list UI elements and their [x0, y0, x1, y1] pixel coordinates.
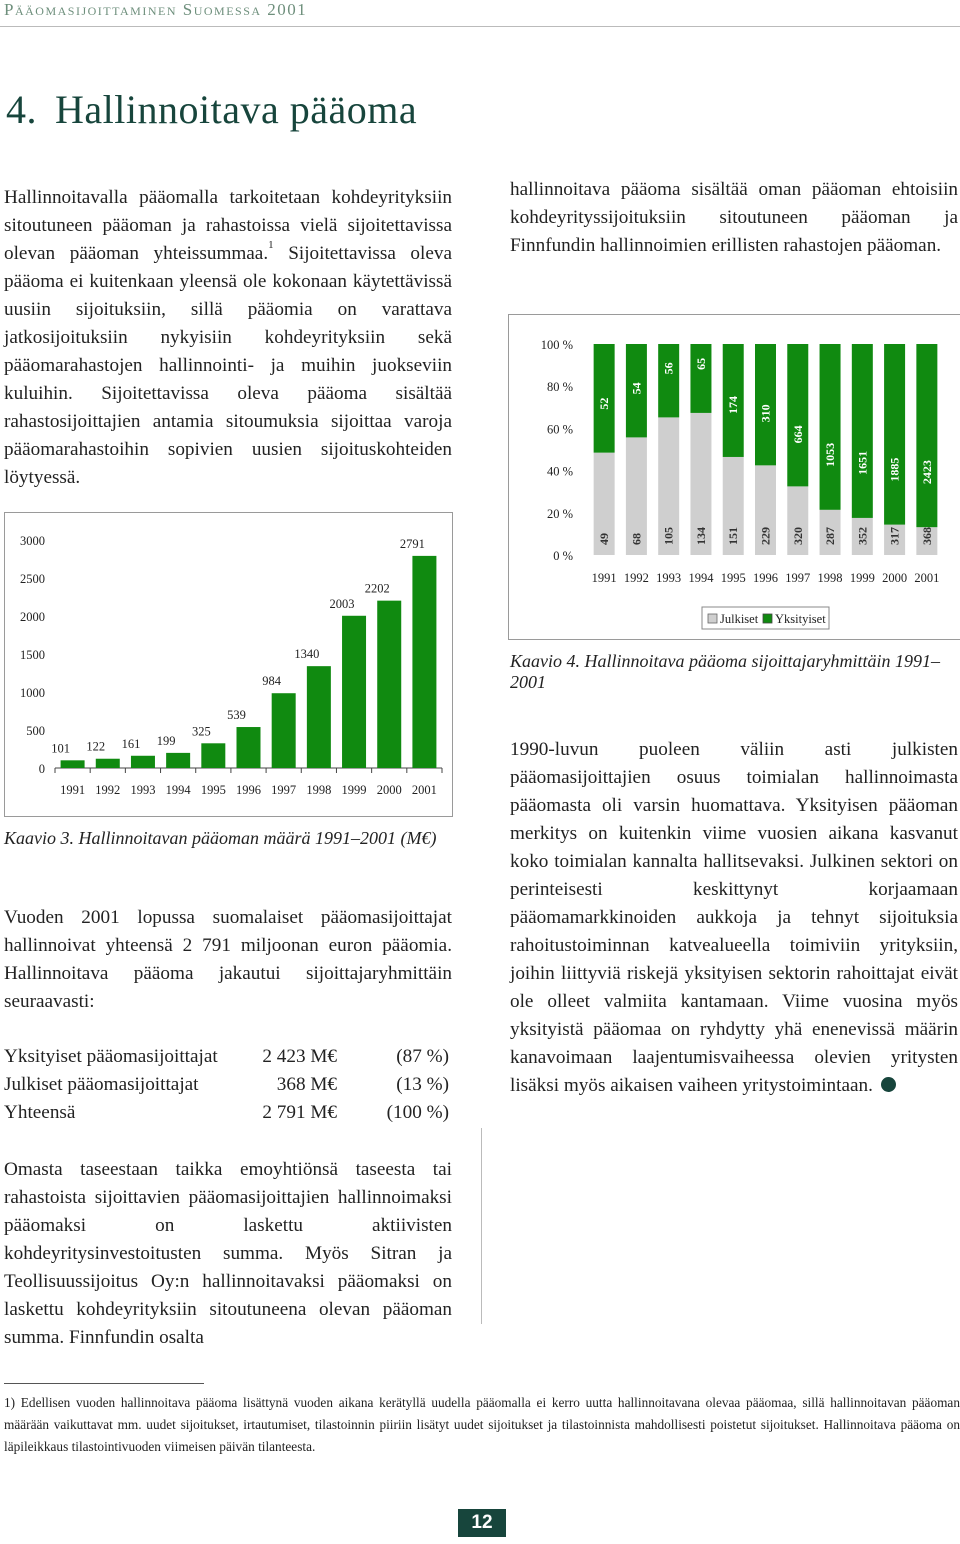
allocation-label: Yhteensä [4, 1102, 76, 1123]
y-tick-label: 20 % [546, 506, 573, 521]
data-label: 2202 [364, 581, 390, 596]
x-tick-label: 1994 [165, 783, 191, 797]
data-label-yksityiset: 1885 [887, 457, 902, 482]
para1-part-a: Hallinnoitavalla pääomalla tarkoitetaan kohdeyrityksiin sitoutuneen pääoman ja rahastoissa vielä sijoitettavissa olevan pääoman yhteissummaa. [4, 187, 452, 264]
footnote-marker: 1) [4, 1395, 16, 1410]
bar-yksityiset [820, 344, 841, 510]
bar [412, 556, 436, 768]
y-tick-label: 100 % [540, 338, 573, 352]
x-tick-label: 2001 [914, 571, 940, 585]
bar [96, 759, 120, 768]
right-paragraph-2 [510, 736, 958, 1100]
data-label-julkiset: 317 [887, 527, 902, 545]
data-label: 2003 [329, 596, 355, 611]
bar [272, 693, 296, 768]
data-label-yksityiset: 174 [726, 395, 741, 414]
y-tick-label: 0 [38, 762, 45, 776]
x-tick-label: 1998 [306, 783, 332, 797]
allocation-amount: 2 423 M€ [262, 1046, 337, 1067]
data-label-julkiset: 68 [629, 533, 644, 545]
data-label-yksityiset: 664 [790, 425, 805, 444]
left-paragraph-1 [4, 184, 452, 492]
legend-label-yksityiset: Yksityiset [775, 612, 826, 626]
data-label-yksityiset: 65 [693, 357, 708, 370]
x-tick-label: 2001 [411, 783, 437, 797]
header-rule [0, 26, 960, 27]
chapter-title-text: Hallinnoitava pääoma [55, 87, 418, 132]
left-paragraph-2 [4, 904, 452, 1016]
y-tick-label: 60 % [546, 422, 573, 437]
data-label: 199 [156, 733, 176, 748]
data-label: 539 [227, 708, 246, 723]
legend-swatch-yksityiset [763, 614, 772, 623]
legend-label-julkiset: Julkiset [720, 612, 759, 626]
data-label-julkiset: 229 [758, 527, 773, 545]
y-tick-label: 80 % [546, 380, 573, 395]
right-paragraph-1 [510, 176, 958, 260]
data-label: 2791 [399, 536, 425, 551]
data-label-yksityiset: 54 [629, 382, 644, 395]
bar-yksityiset [852, 344, 873, 518]
data-label-julkiset: 49 [597, 533, 612, 545]
x-tick-label: 1997 [271, 783, 297, 797]
column-divider [481, 1128, 482, 1324]
data-label-julkiset: 368 [919, 527, 934, 545]
allocation-share: (87 %) [396, 1046, 449, 1067]
x-tick-label: 1991 [60, 783, 86, 797]
y-tick-label: 1000 [20, 686, 45, 700]
y-tick-label: 500 [26, 724, 45, 738]
chart-4-box [508, 314, 960, 640]
allocation-amount: 368 M€ [276, 1074, 337, 1095]
allocation-row-public [4, 1071, 449, 1099]
allocation-table [4, 1043, 449, 1127]
y-tick-label: 40 % [546, 464, 573, 479]
right-para2-text: 1990-luvun puoleen väliin asti julkisten pääomasijoittajien osuus toimialan hallinnoimasta pääomasta oli varsin huomattava. Yksityisen pääoman merkitys on kuitenkin viime vuosien aikana kasvanut koko toimialan kannalta hallitsevaksi. Julkinen sektori on perinteisesti keskittynyt korjaamaan pääomamarkkinoiden aukkoja ja tehnyt sijoituksia rahoitustoiminnan katvealueella toimiviin yrityksiin, joihin liittyviä riskejä yksityisen sektorin rahoittajat eivät ole olleet valmiita kantamaan. Viime vuosina myös yksityistä pääomaa on ryhdytty yhä enenevissä määrin kanavoimaan laajentumisvaiheessa olevien yritysten lisäksi myös aikaisen vaiheen yritystoimintaan. [510, 739, 958, 1096]
right-para1-text: hallinnoitava pääoma sisältää oman pääoman ehtoisiin kohdeyrityssijoituksiin sitoutuneen pääoman ja Finnfundin hallinnoimien erillisten rahastojen pääoman. [510, 179, 958, 256]
data-label-yksityiset: 2423 [919, 460, 934, 485]
running-header: Pääomasijoittaminen Suomessa 2001 [4, 0, 308, 19]
footnote [4, 1392, 960, 1458]
para1-part-b: Sijoitettavissa oleva pääoma ei kuitenkaan yleensä ole kokonaan käytettävissä uusiin sijoituksiin, sillä pääomia on varattava jatkosijoituksiin nykyisiin kohdeyrityksiin sekä pääomarahastojen hallinnointi- ja muihin juokseviin kuluihin. Sijoitettavissa oleva pääoma sisältää rahastosijoittajien antamia sitoumuksia sijoittaa varoja pääomarahastoihin sopivien uusien sijoituskohteiden löytyessä. [4, 243, 452, 488]
y-tick-label: 2500 [20, 572, 45, 586]
bar [131, 756, 155, 768]
chapter-title [6, 86, 417, 133]
footnote-rule [4, 1383, 204, 1384]
data-label-yksityiset: 1053 [823, 442, 838, 467]
para3-text: Omasta taseestaan taikka emoyhtiönsä taseesta tai rahastoista sijoittavien pääomasijoittajien hallinnoimaksi pääomaksi on laskettu aktiivisten kohdeyritysinvestoitusten summa. Myös Sitran ja Teollisuussijoitus Oy:n hallinnoitavaksi pääomaksi on laskettu kohdeyrityksiin sitoutuneena olevan pääoman summa. Finnfundin osalta [4, 1159, 452, 1348]
x-tick-label: 2000 [376, 783, 402, 797]
allocation-row-total [4, 1099, 449, 1127]
data-label: 984 [262, 674, 282, 689]
x-tick-label: 1995 [200, 783, 226, 797]
data-label-yksityiset: 1651 [855, 450, 870, 475]
allocation-share: (100 %) [386, 1102, 449, 1123]
bar-yksityiset [658, 344, 679, 417]
data-label-julkiset: 151 [726, 527, 741, 545]
x-tick-label: 1998 [817, 571, 843, 585]
data-label-yksityiset: 310 [758, 404, 773, 423]
bar-yksityiset [916, 344, 937, 527]
bar [377, 601, 401, 768]
data-label: 122 [86, 739, 106, 754]
chart-3-box [4, 512, 453, 817]
chart-4-svg [509, 315, 960, 639]
para2-text: Vuoden 2001 lopussa suomalaiset pääomasijoittajat hallinnoivat yhteensä 2 791 miljoonan euron pääomia. Hallinnoitava pääoma jakautui sijoittajaryhmittäin seuraavasti: [4, 907, 452, 1012]
footnote-ref[interactable]: 1 [268, 239, 274, 251]
bar [166, 753, 190, 768]
data-label: 161 [121, 736, 141, 751]
x-tick-label: 1999 [341, 783, 367, 797]
data-label-julkiset: 134 [693, 527, 708, 545]
x-tick-label: 1995 [720, 571, 746, 585]
allocation-label: Yksityiset pääomasijoittajat [4, 1046, 218, 1067]
allocation-share: (13 %) [396, 1074, 449, 1095]
page-number: 12 [458, 1509, 506, 1537]
chart-4-caption: Kaavio 4. Hallinnoitava pääoma sijoittajaryhmittäin 1991–2001 [510, 651, 940, 692]
y-tick-label: 1500 [20, 648, 45, 662]
x-tick-label: 1994 [688, 571, 714, 585]
x-tick-label: 1997 [785, 571, 811, 585]
data-label-julkiset: 105 [661, 527, 676, 545]
y-tick-label: 0 % [553, 549, 573, 563]
x-tick-label: 1999 [849, 571, 875, 585]
chart-3-caption: Kaavio 3. Hallinnoitavan pääoman määrä 1991–2001 (M€) [4, 828, 437, 848]
data-label: 1340 [294, 647, 320, 662]
data-label: 101 [51, 741, 70, 756]
x-tick-label: 1996 [753, 571, 778, 585]
bar [307, 666, 331, 768]
data-label-julkiset: 287 [823, 527, 838, 545]
bar-yksityiset [884, 344, 905, 525]
x-tick-label: 1991 [591, 571, 617, 585]
x-tick-label: 1992 [623, 571, 649, 585]
x-tick-label: 1992 [95, 783, 121, 797]
allocation-row-private [4, 1043, 449, 1071]
bar [237, 727, 261, 768]
bar-yksityiset [690, 344, 711, 413]
data-label-yksityiset: 52 [597, 397, 612, 410]
data-label-yksityiset: 56 [661, 362, 676, 375]
bar [342, 616, 366, 768]
data-label-julkiset: 352 [855, 527, 870, 545]
y-tick-label: 3000 [20, 534, 45, 548]
x-tick-label: 1993 [656, 571, 682, 585]
allocation-label: Julkiset pääomasijoittajat [4, 1074, 199, 1095]
footnote-text: Edellisen vuoden hallinnoitava pääoma lisättynä vuoden aikana kerätyllä uudella pääomalla ei kerro uutta hallinnoitavana olevaa pääomaa, sillä hallinnoitavan pääoman määrään vaikuttavat mm. uudet sijoitukset, irtautumiset, tilastoinnin piiriin lisätyt uudet sijoitukset ja tilastoinnista mahdollisesti poistetut sijoitukset. Hallinnoitava pääoma on läpileikkaus tilastointivuoden viimeisen päivän tilanteesta. [4, 1395, 960, 1454]
left-paragraph-3 [4, 1156, 452, 1352]
y-tick-label: 2000 [20, 610, 45, 624]
x-tick-label: 1996 [236, 783, 261, 797]
x-tick-label: 2000 [882, 571, 908, 585]
data-label: 325 [191, 724, 211, 739]
chapter-number: 4. [6, 87, 37, 132]
x-tick-label: 1993 [130, 783, 156, 797]
end-of-article-icon [881, 1077, 896, 1092]
bar-yksityiset [787, 344, 808, 486]
allocation-amount: 2 791 M€ [262, 1102, 337, 1123]
chart-3-svg [5, 513, 452, 816]
data-label-julkiset: 320 [790, 527, 805, 545]
legend-swatch-julkiset [708, 614, 717, 623]
bar [201, 743, 225, 768]
bar [61, 760, 85, 768]
